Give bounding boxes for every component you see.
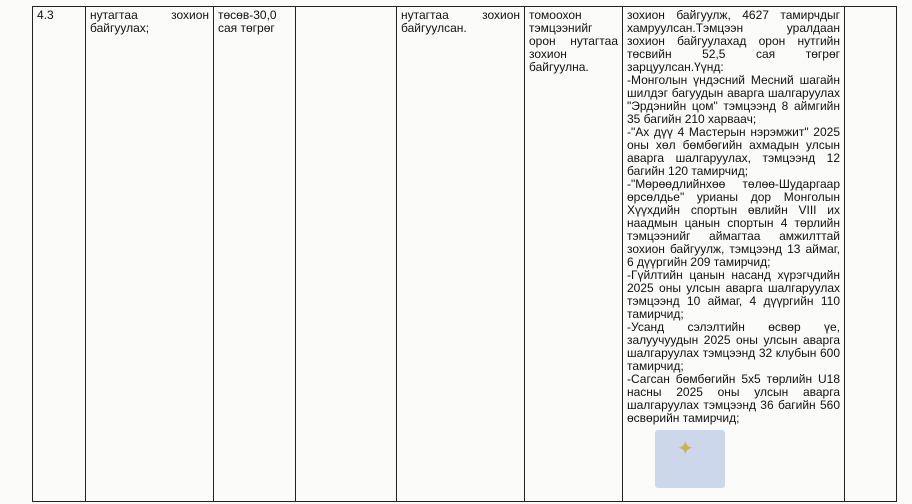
progress-paragraph: -Гүйлтийн цанын насанд хүрэгчдийн 2025 оны улсын аварга шалгаруулах тэмцээнд 10 аймаг, 4 дүүргийн 110 тамирчид; [627,268,840,321]
progress-paragraph: -Сагсан бөмбөгийн 5х5 төрлийн U18 насны 2025 оны улсын аварга шалгаруулах тэмцээнд 36 багийн 560 өсвөрийн тамирчид; [627,372,840,425]
progress-paragraph: -Монголын үндэсний Месний шагайн шилдэг багуудын аварга шалгаруулах "Эрдэнийн цом" тэмцээнд 8 аймгийн 35 багийн 210 харваач; [627,73,840,126]
progress-paragraph: -"Мөрөөдлийнхөө төлөө-Шударгаар өрсөлдье" урианы дор Монголын Хүүхдийн спортын өвлийн VIII их наадмын цанын спортын 4 төрлийн тэмцээнийг аймагтаа амжилттай зохион байгуулж, тэмцээнд 13 аймаг, 6 дүүргийн 209 тамирчид; [627,177,840,269]
indicator-cell: төсөв-30,0 сая төгрөг [214,7,296,502]
method-cell: томоохон тэмцээнийг орон нутагтаа зохион байгуулна. [525,7,623,502]
row-number-cell: 4.3 [33,7,86,502]
plan-table [32,6,897,502]
progress-paragraph: -"Ах дүү 4 Мастерын нэрэмжит" 2025 оны хөл бөмбөгийн ахмадын улсын аварга шалгаруулах, тэмцээнд 12 багийн 120 тамирчид; [627,125,840,178]
stamp-mark [655,430,725,488]
table-row [33,7,897,502]
activity-cell: нутагтаа зохион байгуулах; [86,7,214,502]
seal-icon: ✦ [677,438,694,460]
empty-cell [296,7,397,502]
progress-paragraph: зохион байгуулж, 4627 тамирчдыг хамруулсан.Тэмцээн уралдаан зохион байгуулахад орон нутгийн төсвийн 52,5 сая төгрөг зарцуулсан.Үүнд: [627,8,840,74]
result-cell: нутагтаа зохион байгуулсан. [397,7,525,502]
progress-paragraph: -Усанд сэлэлтийн өсвөр үе, залуучуудын 2025 оны улсын аварга шалгаруулах тэмцээнд 32 клубын 600 тамирчид; [627,320,840,373]
empty-cell [845,7,897,502]
progress-cell [623,7,845,502]
